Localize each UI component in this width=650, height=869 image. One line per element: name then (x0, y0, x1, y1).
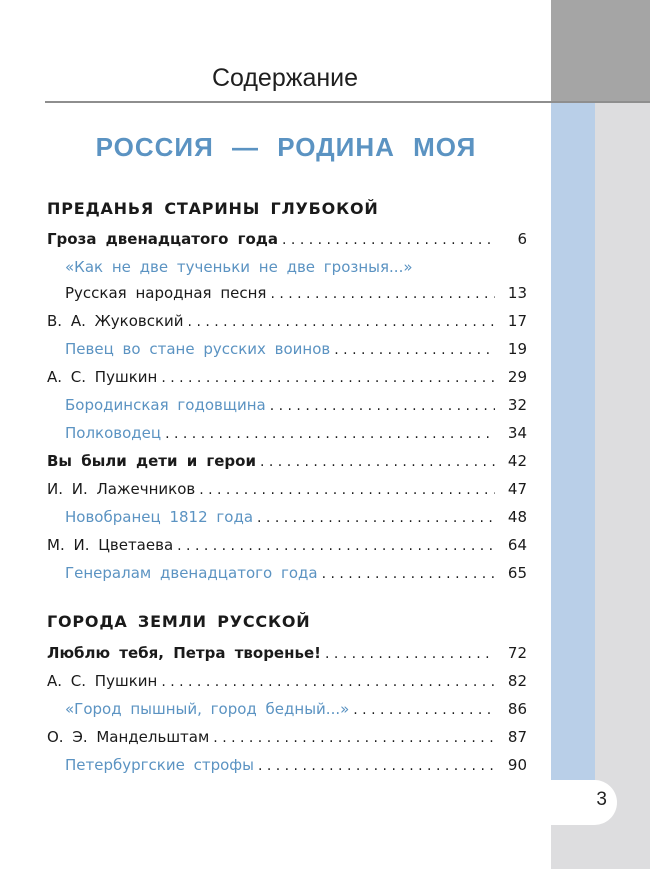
entry-page: 34 (507, 424, 527, 442)
leader-dots (270, 398, 495, 414)
entry-label: Петербургские строфы (65, 756, 254, 774)
section-title: ГОРОДА ЗЕМЛИ РУССКОЙ (47, 612, 311, 631)
leader-dots (161, 674, 495, 690)
toc-entry[interactable] (47, 728, 527, 752)
entry-label: Гроза двенадцатого года (47, 230, 279, 248)
entry-label: М. И. Цветаева (47, 536, 174, 554)
toc-entry[interactable] (65, 424, 527, 448)
entry-page: 65 (507, 564, 527, 582)
leader-dots (322, 566, 495, 582)
leader-dots (161, 370, 495, 386)
entry-label: И. И. Лажечников (47, 480, 196, 498)
entry-page: 42 (507, 452, 527, 470)
entry-page: 29 (507, 368, 527, 386)
leader-dots (353, 702, 495, 718)
toc-entry[interactable] (47, 644, 527, 668)
entry-label: Новобранец 1812 года (65, 508, 254, 526)
entry-label: «Как не две тученьки не две грозныя...» (65, 258, 413, 276)
entry-label: Русская народная песня (65, 284, 267, 302)
leader-dots (325, 646, 495, 662)
entry-label: Генералам двенадцатого года (65, 564, 318, 582)
toc-entry[interactable] (47, 536, 527, 560)
toc-entry[interactable] (47, 230, 527, 254)
page-number: 3 (596, 789, 607, 810)
entry-label: Певец во стане русских воинов (65, 340, 331, 358)
entry-page: 64 (507, 536, 527, 554)
leader-dots (257, 510, 495, 526)
page-title: Содержание (211, 64, 359, 92)
leader-dots (282, 232, 495, 248)
entry-page: 17 (507, 312, 527, 330)
page-number-tab (551, 780, 617, 825)
entry-label: А. С. Пушкин (47, 368, 158, 386)
toc-entry[interactable] (47, 452, 527, 476)
entry-page: 72 (507, 644, 527, 662)
toc-entry[interactable] (65, 284, 527, 308)
leader-dots (165, 426, 495, 442)
toc-entry[interactable] (65, 700, 527, 724)
entry-label: Люблю тебя, Петра творенье! (47, 644, 321, 662)
entry-page: 32 (507, 396, 527, 414)
entry-page: 87 (507, 728, 527, 746)
entry-label: Бородинская годовщина (65, 396, 266, 414)
entry-page: 86 (507, 700, 527, 718)
toc-entry[interactable] (47, 672, 527, 696)
entry-page: 19 (507, 340, 527, 358)
header-rule (45, 101, 650, 103)
leader-dots (260, 454, 495, 470)
toc-entry[interactable] (65, 756, 527, 780)
leader-dots (213, 730, 495, 746)
entry-label: Полководец (65, 424, 162, 442)
toc-entry[interactable] (65, 564, 527, 588)
toc-entry[interactable] (65, 396, 527, 420)
entry-label: «Город пышный, город бедный...» (65, 700, 350, 718)
entry-label: В. А. Жуковский (47, 312, 184, 330)
toc-entry[interactable] (65, 258, 527, 282)
toc-entry[interactable] (65, 508, 527, 532)
entry-page: 48 (507, 508, 527, 526)
entry-page: 6 (517, 230, 527, 248)
part-title: РОССИЯ — РОДИНА МОЯ (95, 132, 477, 162)
entry-page: 47 (507, 480, 527, 498)
toc-entry[interactable] (47, 312, 527, 336)
side-tab-blue (551, 103, 595, 780)
toc-entry[interactable] (65, 340, 527, 364)
leader-dots (334, 342, 495, 358)
toc-entry[interactable] (47, 368, 527, 392)
entry-page: 90 (507, 756, 527, 774)
side-margin (595, 103, 650, 869)
section-title: ПРЕДАНЬЯ СТАРИНЫ ГЛУБОКОЙ (47, 199, 379, 218)
leader-dots (177, 538, 495, 554)
leader-dots (199, 482, 495, 498)
toc-entry[interactable] (47, 480, 527, 504)
entry-label: Вы были дети и герои (47, 452, 256, 470)
leader-dots (188, 314, 495, 330)
leader-dots (270, 286, 495, 302)
leader-dots (258, 758, 495, 774)
entry-label: А. С. Пушкин (47, 672, 158, 690)
entry-page: 82 (507, 672, 527, 690)
entry-page: 13 (507, 284, 527, 302)
entry-label: О. Э. Мандельштам (47, 728, 210, 746)
